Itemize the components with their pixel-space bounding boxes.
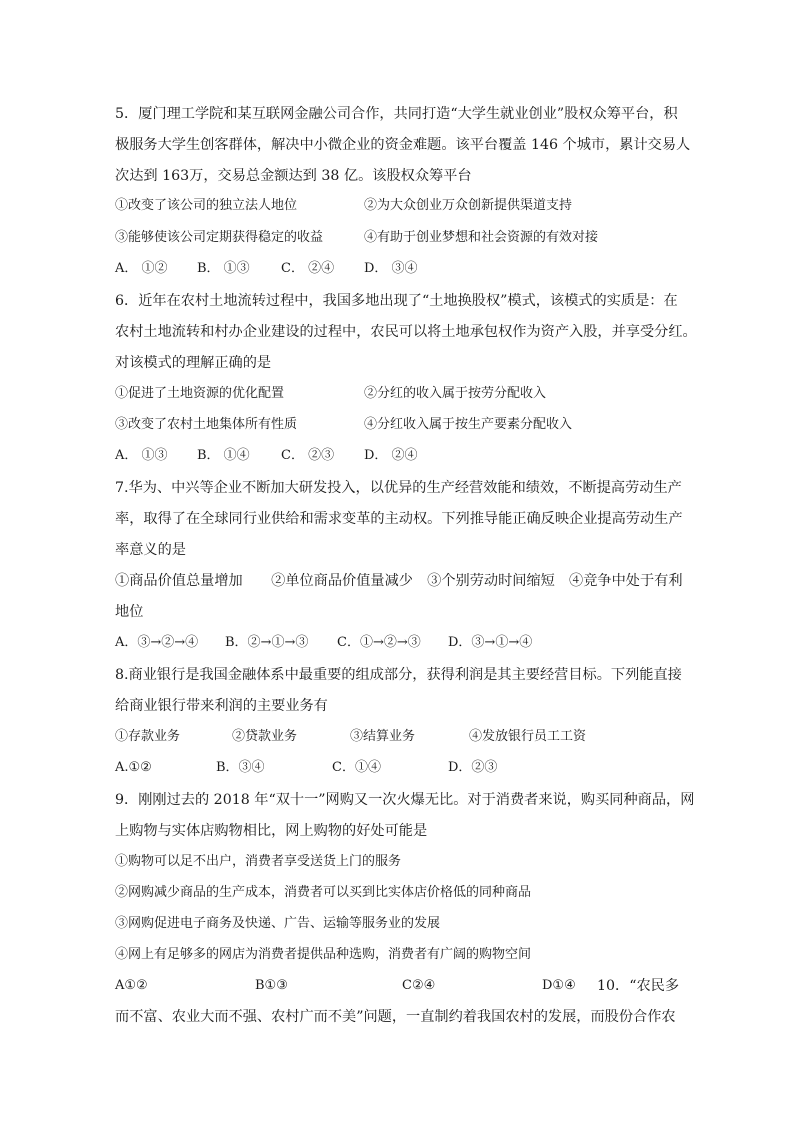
q8-choice-c: C．①④ [332, 760, 381, 775]
q6-choice-b: B． ①④ [197, 448, 250, 463]
q7-statements-cont: 地位 [115, 604, 144, 620]
q9-statement-4: ④网上有足够多的网店为消费者提供品种选购，消费者有广阔的购物空间 [115, 947, 532, 962]
q5-choice-c: C． ②④ [281, 261, 335, 276]
q5-statements-row-2 [115, 228, 684, 248]
q8-line-2: 给商业银行带来利润的主要业务有 [115, 698, 328, 714]
q9-statement-3: ③网购促进电子商务及快递、广告、运输等服务业的发展 [115, 916, 441, 931]
q9-line-2: 上购物与实体店购物相比，网上购物的好处可能是 [115, 823, 428, 839]
q5-statements-row-1 [115, 196, 684, 216]
q6-statements-row-1 [115, 384, 684, 404]
q7-choices [115, 633, 684, 653]
q8-choice-a: A.①② [115, 760, 152, 775]
q9-choice-a: A①② [115, 978, 148, 993]
q6-choice-d: D． ②④ [364, 448, 418, 463]
q6-statement-1: ①促进了土地资源的优化配置 [115, 386, 285, 401]
q5-line-2: 极服务大学生创客群体，解决中小微企业的资金难题。该平台覆盖 146 个城市，累计交易人 [115, 137, 691, 153]
q9-choices-row [115, 976, 684, 996]
q5-choice-a: A． ①② [115, 261, 168, 276]
q9-statement-2: ②网购减少商品的生产成本，消费者可以买到比实体店价格低的同种商品 [115, 885, 532, 900]
q9-choice-c: C②④ [402, 978, 436, 993]
q10-line-1: 而不富、农业大而不强、农村广而不美”问题，一直制约着我国农村的发展，而股份合作农 [115, 1009, 676, 1025]
q5-choice-d: D． ③④ [364, 261, 418, 276]
q6-choices [115, 446, 684, 466]
q8-line-1: 8.商业银行是我国金融体系中最重要的组成部分，获得利润是其主要经营目标。下列能直接 [115, 667, 682, 683]
q8-choice-b: B．③④ [216, 760, 265, 775]
q6-choice-c: C． ②③ [281, 448, 335, 463]
q6-line-2: 农村土地流转和村办企业建设的过程中，农民可以将土地承包权作为资产入股，并享受分红。 [115, 324, 697, 340]
q7-choice-c: C．①→②→③ [337, 635, 421, 650]
q7-choice-a: A．③→②→④ [115, 635, 199, 650]
q9-statement-1: ①购物可以足不出户，消费者享受送货上门的服务 [115, 854, 402, 869]
q5-line-3: 次达到 163万，交易总金额达到 38 亿。该股权众筹平台 [115, 168, 472, 184]
q7-statements: ①商品价值总量增加 ②单位商品价值量减少 ③个别劳动时间缩短 ④竞争中处于有利 [115, 573, 683, 589]
q8-statement-4: ④发放银行员工工资 [469, 729, 587, 744]
q7-line-3: 率意义的是 [115, 542, 186, 558]
q6-statement-4: ④分红收入属于按生产要素分配收入 [364, 417, 573, 432]
q5-line-1: 5．厦门理工学院和某互联网金融公司合作，共同打造“大学生就业创业”股权众筹平台，积 [115, 106, 678, 122]
q8-choices [115, 758, 684, 778]
q6-choice-a: A． ①③ [115, 448, 168, 463]
q10-start: 10．“农民多 [597, 978, 680, 994]
q9-choice-d: D①④ [542, 978, 576, 993]
q5-choice-b: B． ①③ [197, 261, 250, 276]
q8-statement-1: ①存款业务 [115, 729, 181, 744]
q5-statement-2: ②为大众创业万众创新提供渠道支持 [364, 198, 573, 213]
q9-line-1: 9．刚刚过去的 2018 年“双十一”网购又一次火爆无比。对于消费者来说，购买同种商品，网 [115, 792, 695, 808]
q6-statements-row-2 [115, 415, 684, 435]
q6-line-1: 6．近年在农村土地流转过程中，我国多地出现了“土地换股权”模式，该模式的实质是：在 [115, 293, 678, 309]
q5-statement-1: ①改变了该公司的独立法人地位 [115, 198, 298, 213]
q6-line-3: 对该模式的理解正确的是 [115, 355, 272, 371]
q5-statement-3: ③能够使该公司定期获得稳定的收益 [115, 230, 324, 245]
q8-statement-3: ③结算业务 [350, 729, 416, 744]
q8-statement-2: ②贷款业务 [232, 729, 298, 744]
q9-choice-b: B①③ [255, 978, 288, 993]
q6-statement-3: ③改变了农村土地集体所有性质 [115, 417, 298, 432]
q5-choices [115, 259, 684, 279]
q7-choice-b: B．②→①→③ [225, 635, 309, 650]
q7-line-1: 7.华为、中兴等企业不断加大研发投入，以优异的生产经营效能和绩效，不断提高劳动生产 [115, 480, 682, 496]
q8-choice-d: D．②③ [448, 760, 498, 775]
q8-statements [115, 727, 684, 747]
q6-statement-2: ②分红的收入属于按劳分配收入 [364, 386, 547, 401]
q7-line-2: 率，取得了在全球同行业供给和需求变革的主动权。下列推导能正确反映企业提高劳动生产 [115, 511, 683, 527]
q5-statement-4: ④有助于创业梦想和社会资源的有效对接 [364, 230, 599, 245]
q7-choice-d: D．③→①→④ [448, 635, 533, 650]
